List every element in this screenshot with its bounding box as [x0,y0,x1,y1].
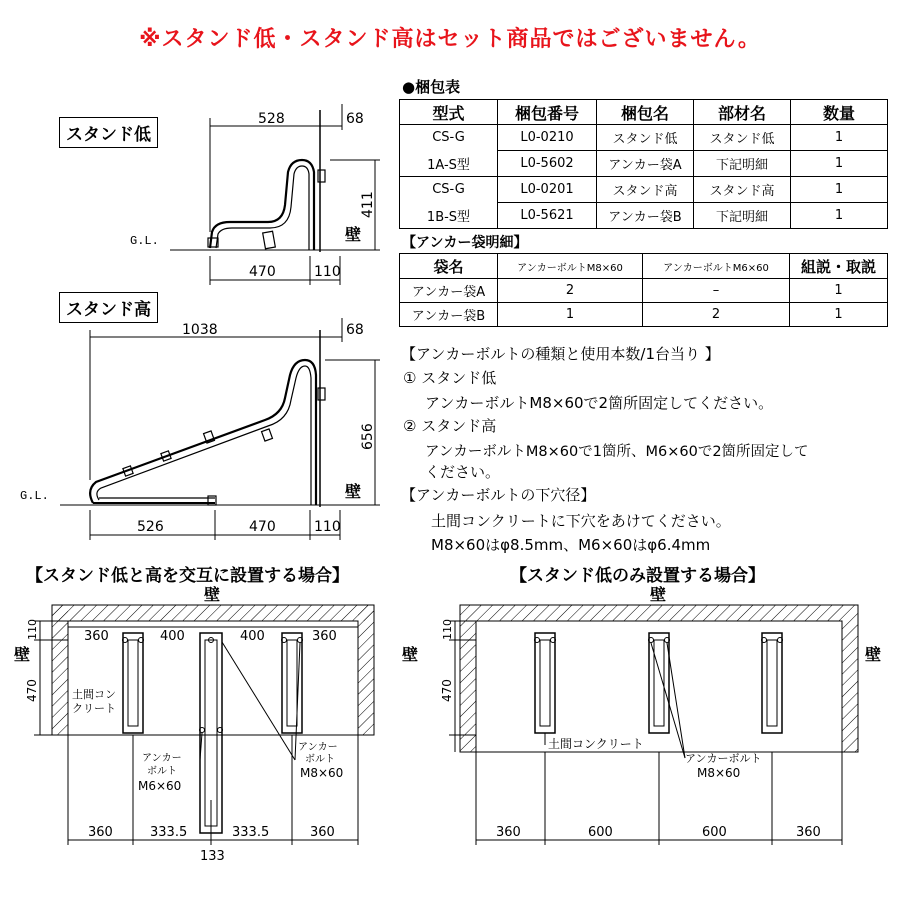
wall-hatch-left [52,605,68,735]
table-cell: 下記明細 [694,151,791,177]
bolt-item2-text-1: アンカーボルトM8×60で1箇所、M6×60で2箇所固定して [425,444,809,460]
plan-b-bottom-dim: 360 [496,825,521,840]
plan-a-m6-line1: アンカー [142,753,182,764]
plan-a-wall-top: 壁 [204,585,221,604]
plan-b-dim-470: 470 [440,679,454,702]
plan-a-m6-size: M6×60 [138,779,182,793]
stand-low-frame [210,160,314,250]
dim-470-high: 470 [249,519,276,535]
table-cell: アンカー袋A [597,151,694,177]
model-cell: CS-G [400,125,498,151]
stand-low-frame-inner [216,166,309,250]
plan-b-bottom-dim: 600 [702,825,727,840]
plan-a-bottom-dim: 360 [310,825,335,840]
table-cell: L0-0210 [498,125,597,151]
plan-a-dim-400-a: 400 [160,629,185,644]
header-manual: 組説・取説 [790,254,888,279]
table-cell: 1 [791,125,888,151]
bolt-item2-title: ② スタンド高 [403,417,497,435]
foot-bracket [263,231,276,248]
header-quantity: 数量 [791,100,888,125]
dim-68: 68 [346,111,364,127]
wall-hatch-right [358,605,374,735]
table-cell: アンカー袋A [400,279,498,303]
dim-470: 470 [249,264,276,280]
hole-text-2: M8×60はφ8.5mm、M6×60はφ6.4mm [431,536,711,554]
table-cell: スタンド低 [597,125,694,151]
plan-a-m6-line2: ボルト [147,766,177,777]
stand-high-label: スタンド高 [59,292,158,323]
table-cell: 1 [790,303,888,327]
dim-110: 110 [314,264,341,280]
dim-656: 656 [360,423,376,450]
plan-a-concrete-2: クリート [72,702,116,715]
model-cell: 1B-S型 [400,203,498,229]
table-cell: 1 [791,203,888,229]
bolt-item2-text-2: ください。 [425,463,501,481]
plan-b-wall-right: 壁 [865,645,882,664]
header-package-name: 梱包名 [597,100,694,125]
ground-label-high: G.L. [20,489,49,503]
model-cell: 1A-S型 [400,151,498,177]
table-cell: 2 [643,303,790,327]
table-cell: L0-5621 [498,203,597,229]
plan-b-anchor-size: M8×60 [697,766,741,780]
table-cell: 下記明細 [694,203,791,229]
dim-526: 526 [137,519,164,535]
wall-hatch-top [52,605,374,621]
dim-1038: 1038 [182,322,218,338]
plan-a-dim-133: 133 [200,849,225,864]
stand-low-label: スタンド低 [59,117,158,148]
header-part-name: 部材名 [694,100,791,125]
table-cell: スタンド低 [694,125,791,151]
plan-a-m8-line1: アンカー [298,742,338,753]
set-notice: ※スタンド低・スタンド高はセット商品ではございません。 [139,27,761,52]
wall-label-high: 壁 [345,482,362,501]
table-cell: スタンド高 [694,177,791,203]
header-model: 型式 [400,100,498,125]
anchor-bag-title: 【アンカー袋明細】 [402,235,528,251]
plan-a-dim-400-b: 400 [240,629,265,644]
plan-a-concrete-1: 土間コン [72,688,116,701]
plan-a-dim-110: 110 [26,619,39,640]
dim-110-high: 110 [314,519,341,535]
dim-528: 528 [258,111,285,127]
plan-b-bottom-dim: 600 [588,825,613,840]
header-m8: アンカーボルトM8×60 [498,254,643,279]
bolt-item1-title: ① スタンド低 [403,369,497,387]
plan-a-wall-left: 壁 [14,645,31,664]
model-cell: CS-G [400,177,498,203]
table-cell: L0-5602 [498,151,597,177]
bolt-item1-text: アンカーボルトM8×60で2箇所固定してください。 [425,394,774,412]
rung-bracket [262,429,273,441]
header-bag-name: 袋名 [400,254,498,279]
plan-b-bottom-dim: 360 [796,825,821,840]
wall-label-low: 壁 [345,225,362,244]
plan-b-concrete: 土間コンクリート [548,737,644,751]
table-cell: L0-0201 [498,177,597,203]
table-cell: アンカー袋B [597,203,694,229]
plan-b-wall-top: 壁 [650,585,667,604]
wall-bracket [318,170,325,182]
plan-b-anchor: アンカーボルト [685,752,762,765]
plan-b-dim-110: 110 [441,619,454,640]
plan-a-dim-360-right: 360 [312,629,337,644]
hole-heading: 【アンカーボルトの下穴径】 [401,486,596,504]
stand-high-frame [90,360,316,505]
bolt-heading: 【アンカーボルトの種類と使用本数/1台当り 】 [401,345,720,363]
ground-label-low: G.L. [130,234,159,248]
header-m6: アンカーボルトM6×60 [643,254,790,279]
table-cell: 1 [791,151,888,177]
plan-low-only [449,605,858,845]
table-cell: 1 [498,303,643,327]
table-cell: 1 [790,279,888,303]
plan-a-bottom-dim: 333.5 [150,825,188,840]
table-cell: 1 [791,177,888,203]
table-cell: スタンド高 [597,177,694,203]
dim-68-high: 68 [346,322,364,338]
packing-title: ●梱包表 [402,78,461,96]
stand-low-side-view [170,104,380,285]
plan-a-m8-size: M8×60 [300,766,344,780]
plan-low-only-title: 【スタンド低のみ設置する場合】 [510,566,765,586]
plan-b-wall-left: 壁 [402,645,419,664]
table-cell: アンカー袋B [400,303,498,327]
plan-a-dim-360-left: 360 [84,629,109,644]
table-cell: – [643,279,790,303]
plan-a-m8-line2: ボルト [305,754,335,765]
plan-a-bottom-dim: 333.5 [232,825,270,840]
hole-text-1: 土間コンクリートに下穴をあけてください。 [431,512,731,530]
table-cell: 2 [498,279,643,303]
stand-high-side-view [60,318,380,540]
plan-a-bottom-dim: 360 [88,825,113,840]
header-package-number: 梱包番号 [498,100,597,125]
wall-bracket [318,388,325,400]
dim-411: 411 [360,191,376,218]
plan-alternating-title: 【スタンド低と高を交互に設置する場合】 [26,566,349,586]
plan-a-dim-470: 470 [25,679,39,702]
